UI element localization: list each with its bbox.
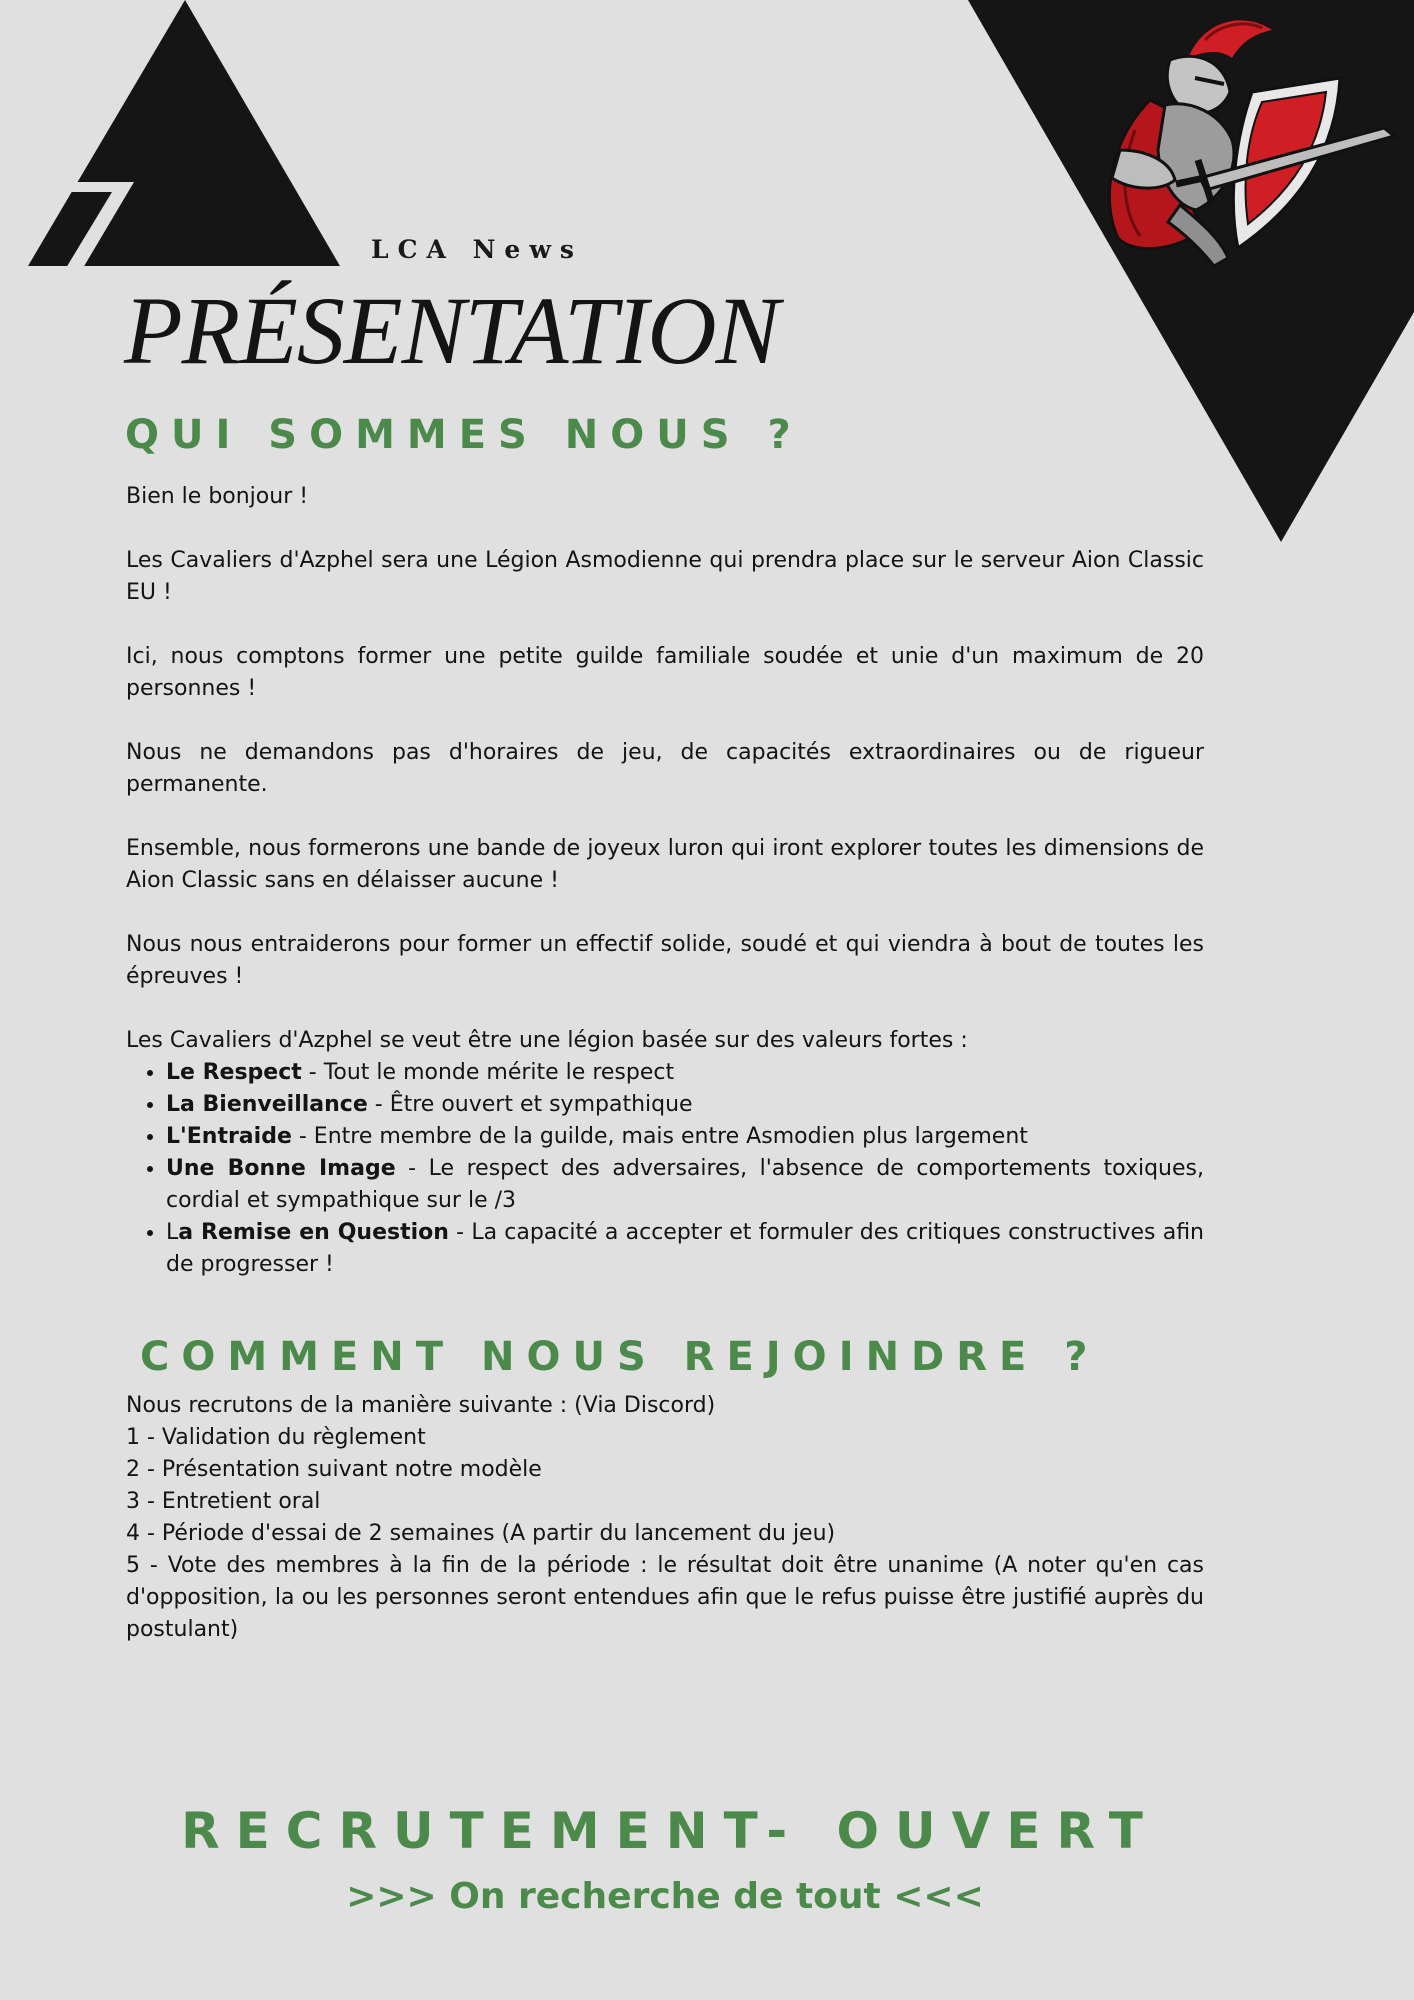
section-heading-join: COMMENT NOUS REJOINDRE ? [140, 1334, 1100, 1380]
exploration-paragraph: Ensemble, nous formerons une bande de joyeux luron qui iront explorer toutes les dimensions de Aion Classic sans en délaisser aucune ! [126, 836, 1204, 893]
join-intro: Nous recrutons de la manière suivante : (Via Discord) [126, 1393, 716, 1418]
mutual-help-paragraph: Nous nous entraiderons pour former un effectif solide, soudé et qui viendra à bout de toutes les épreuves ! [126, 932, 1204, 989]
list-item [166, 1217, 1204, 1281]
top-left-triangle [28, 0, 340, 266]
list-item [166, 1153, 1204, 1217]
value-desc: - Tout le monde mérite le respect [301, 1060, 675, 1085]
value-name: La Bienveillance [166, 1092, 368, 1117]
guild-size-paragraph: Ici, nous comptons former une petite guilde familiale soudée et unie d'un maximum de 20 personnes ! [126, 644, 1204, 701]
step-item: 4 - Période d'essai de 2 semaines (A partir du lancement du jeu) [126, 1521, 836, 1546]
recruitment-status: RECRUTEMENT- OUVERT [181, 1802, 1159, 1860]
step-item: 1 - Validation du règlement [126, 1425, 426, 1450]
values-list [126, 1057, 1204, 1281]
recruitment-subtitle: >>> On recherche de tout <<< [346, 1876, 984, 1917]
join-section [126, 1390, 1204, 1646]
value-name-prefix: L [166, 1220, 179, 1245]
step-item: 5 - Vote des membres à la fin de la période : le résultat doit être unanime (A noter qu'en cas d'opposition, la ou les personnes seront entendues afin que le refus puisse être justifié auprès du postulant) [126, 1553, 1204, 1642]
section-heading-about: QUI SOMMES NOUS ? [125, 412, 803, 458]
value-desc: - Entre membre de la guilde, mais entre Asmodien plus largement [291, 1124, 1028, 1149]
value-name: L'Entraide [166, 1124, 292, 1149]
list-item [166, 1057, 1204, 1089]
legion-paragraph: Les Cavaliers d'Azphel sera une Légion Asmodienne qui prendra place sur le serveur Aion Classic EU ! [126, 548, 1204, 605]
value-desc: - La capacité a accepter et formuler des critiques constructives afin de progresser ! [166, 1220, 1205, 1277]
brand-name: LCA News [371, 235, 583, 264]
step-item: 3 - Entretient oral [126, 1489, 321, 1514]
about-section [126, 481, 1204, 1281]
value-desc: - Le respect des adversaires, l'absence de comportements toxiques, cordial et sympathique sur le /3 [166, 1156, 1204, 1213]
list-item [166, 1089, 1204, 1121]
greeting-paragraph: Bien le bonjour ! [126, 484, 309, 509]
list-item [166, 1121, 1204, 1153]
values-intro: Les Cavaliers d'Azphel se veut être une légion basée sur des valeurs fortes : [126, 1028, 968, 1053]
value-name: Le Respect [166, 1060, 302, 1085]
value-desc: - Être ouvert et sympathique [367, 1092, 693, 1117]
step-item: 2 - Présentation suivant notre modèle [126, 1457, 542, 1482]
page-title: PRÉSENTATION [124, 277, 779, 384]
value-name: Une Bonne Image [166, 1156, 396, 1181]
value-name: a Remise en Question [178, 1220, 449, 1245]
requirements-paragraph: Nous ne demandons pas d'horaires de jeu, de capacités extraordinaires ou de rigueur permanente. [126, 740, 1204, 797]
